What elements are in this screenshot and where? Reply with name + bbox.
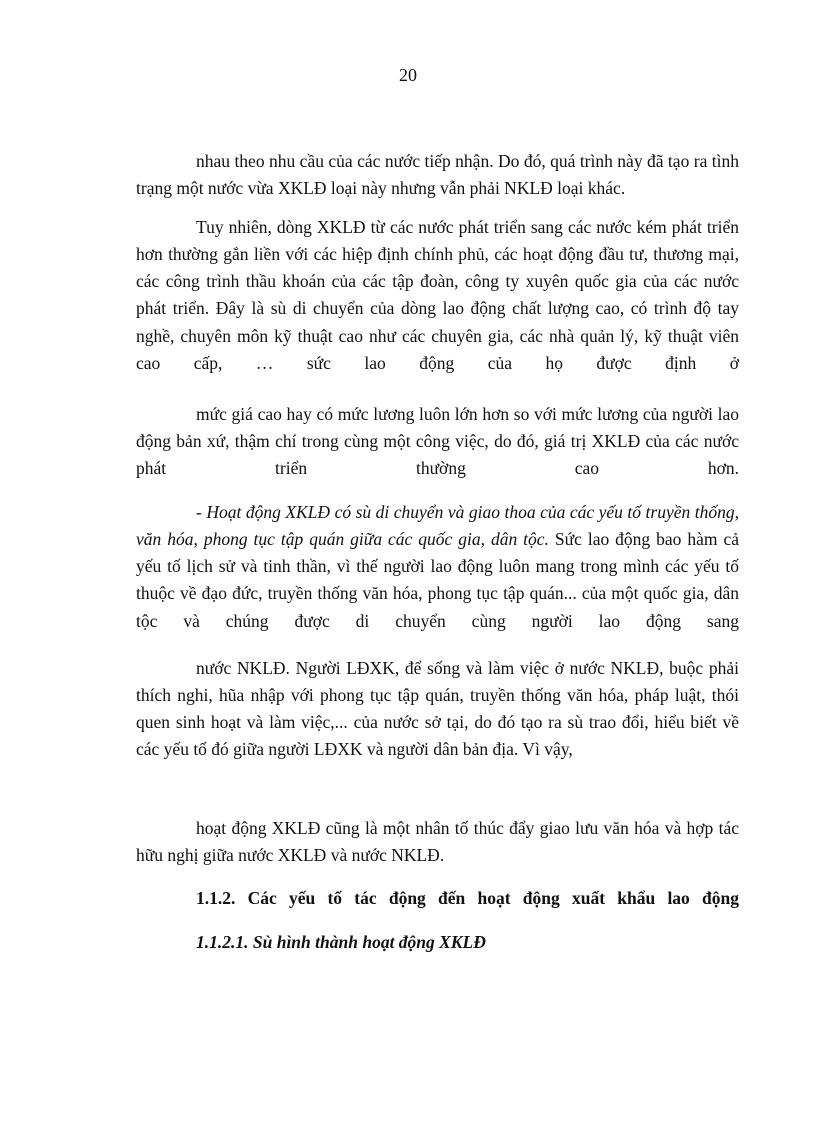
- paragraph-2: [136, 214, 739, 377]
- paragraph-1-text: nhau theo nhu cầu của các nước tiếp nhận. Do đó, quá trình này đã tạo ra tình trạng một nước vừa XKLĐ loại này nhưng vẫn phải NKLĐ loại khác.: [136, 151, 739, 199]
- paragraph-6-text: hoạt động XKLĐ cũng là một nhân tố thúc đẩy giao lưu văn hóa và hợp tác hữu nghị giữa nước XKLĐ và nước NKLĐ.: [136, 818, 739, 866]
- section-heading-text: 1.1.2. Các yếu tố tác động đến hoạt động xuất khẩu lao động: [196, 888, 739, 908]
- paragraph-3: [136, 401, 739, 482]
- paragraph-4: [136, 499, 739, 635]
- paragraph-5-text: nước NKLĐ. Người LĐXK, để sống và làm việc ở nước NKLĐ, buộc phải thích nghi, hũa nhập với phong tục tập quán, truyền thống văn hóa, pháp luật, thói quen sinh hoạt và làm việc,... của nước sở tại, do đó tạo ra sù trao đổi, hiểu biết về các yếu tố đó giữa người LĐXK và người dân bản địa. Vì vậy,: [136, 658, 739, 760]
- subsection-heading: [136, 929, 739, 956]
- subsection-heading-text: 1.1.2.1. Sù hình thành hoạt động XKLĐ: [196, 932, 486, 952]
- paragraph-6: [136, 815, 739, 869]
- paragraph-2-text: Tuy nhiên, dòng XKLĐ từ các nước phát triển sang các nước kém phát triển hơn thường gắn liền với các hiệp định chính phủ, các hoạt động đầu tư, thương mại, các công trình thầu khoán của các tập đoàn, công ty xuyên quốc gia của các nước phát triển. Đây là sù di chuyển của dòng lao động chất lượng cao, có trình độ tay nghề, chuyên môn kỹ thuật cao như các chuyên gia, các nhà quản lý, kỹ thuật viên cao cấp, … sức lao động của họ được định ở: [136, 217, 739, 373]
- paragraph-4-body: Sức lao động bao hàm cả yếu tố lịch sử và tinh thần, vì thế người lao động luôn mang trong mình các yếu tố thuộc về đạo đức, truyền thống văn hóa, phong tục tập quán... của một quốc gia, dân tộc và chúng được di chuyển cùng người lao động sang: [136, 529, 739, 631]
- page-number: 20: [399, 65, 417, 85]
- paragraph-4-italic-lead: - Hoạt động XKLĐ có sù di chuyển và giao thoa của các yếu tố truyền thống, văn hóa, phong tục tập quán giữa các quốc gia, dân tộc.: [136, 502, 739, 550]
- paragraph-5: [136, 655, 739, 764]
- paragraph-3-text: mức giá cao hay có mức lương luôn lớn hơn so với mức lương của người lao động bản xứ, thậm chí trong cùng một công việc, do đó, giá trị XKLĐ của các nước phát triển thường cao hơn.: [136, 404, 739, 479]
- section-heading: [136, 885, 739, 912]
- paragraph-1: [136, 148, 739, 202]
- paragraph-4-text: [136, 499, 739, 635]
